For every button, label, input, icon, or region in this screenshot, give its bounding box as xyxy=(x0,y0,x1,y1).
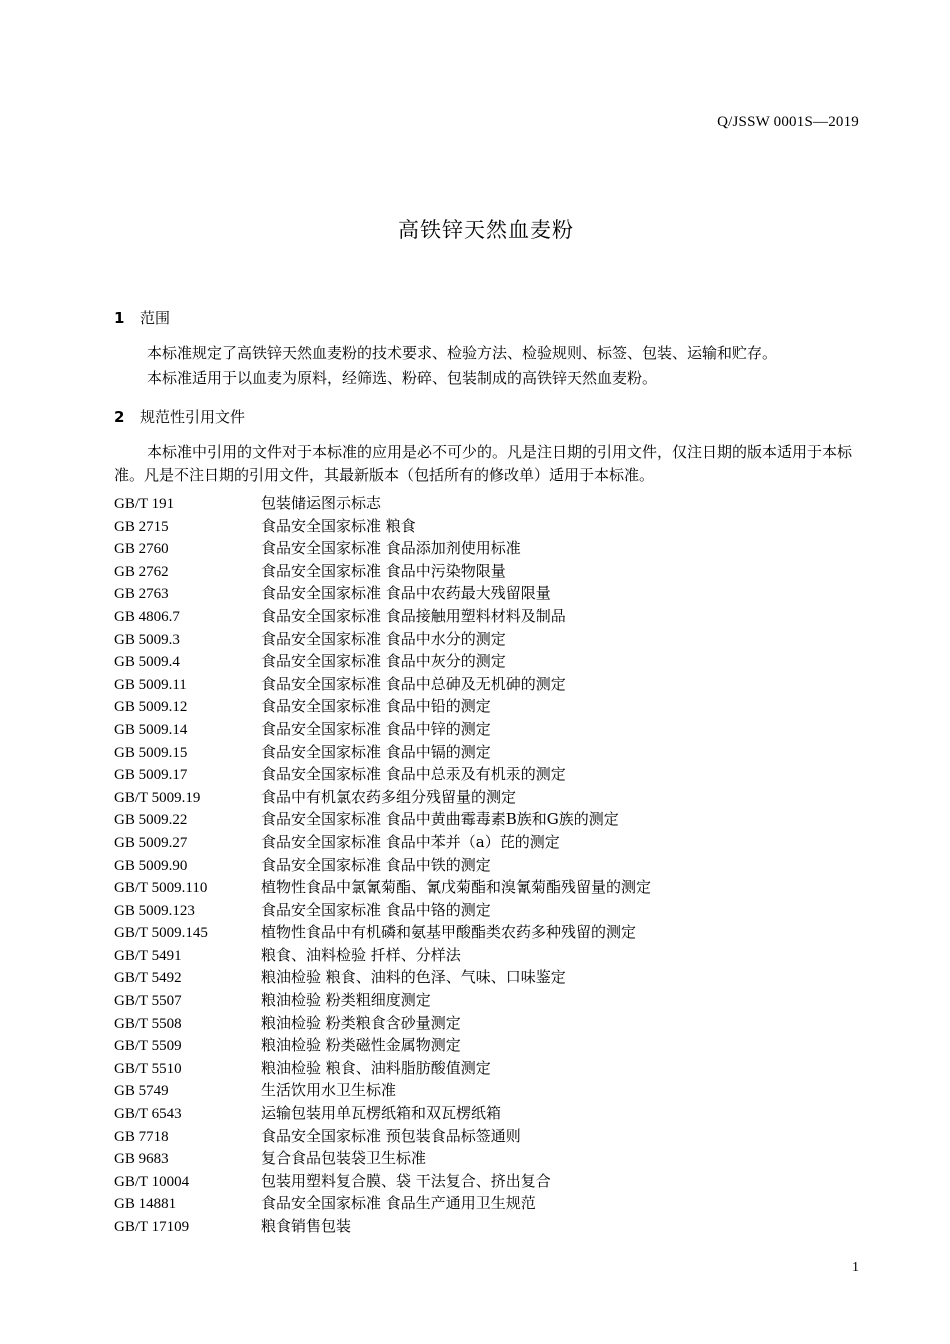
reference-code: GB 2762 xyxy=(114,563,169,580)
reference-item xyxy=(114,1147,862,1170)
reference-title: 粮油检验 粮食、油料脂肪酸值测定 xyxy=(261,1058,491,1077)
reference-item xyxy=(114,831,862,854)
reference-title: 食品安全国家标准 食品中总汞及有机汞的测定 xyxy=(261,765,566,784)
reference-item xyxy=(114,560,862,583)
reference-item xyxy=(114,899,862,922)
reference-code: GB/T 10004 xyxy=(114,1173,190,1190)
reference-item xyxy=(114,515,862,538)
reference-title: 食品安全国家标准 食品生产通用卫生规范 xyxy=(261,1194,536,1213)
reference-item xyxy=(114,492,862,515)
reference-code: GB 5009.22 xyxy=(114,812,188,829)
reference-code: GB/T 5507 xyxy=(114,993,182,1010)
reference-title: 包装储运图示标志 xyxy=(261,494,382,512)
reference-item xyxy=(114,1057,862,1080)
page-number: 1 xyxy=(852,1260,859,1275)
reference-title: 食品安全国家标准 食品中污染物限量 xyxy=(261,561,506,580)
reference-title: 粮食、油料检验 扦样、分样法 xyxy=(261,945,461,964)
reference-title: 食品安全国家标准 粮食 xyxy=(261,516,416,535)
reference-title: 食品安全国家标准 食品中苯并（a）芘的测定 xyxy=(261,832,560,851)
reference-item xyxy=(114,1170,862,1193)
reference-code: GB 5009.123 xyxy=(114,902,195,919)
reference-item xyxy=(114,1192,862,1215)
section-number: 2 xyxy=(114,408,125,426)
reference-code: GB 2763 xyxy=(114,586,169,603)
reference-item xyxy=(114,1034,862,1057)
normative-references-intro: 本标准中引用的文件对于本标准的应用是必不可少的。凡是注日期的引用文件，仅注日期的版本适用于本标准。凡是不注日期的引用文件，其最新版本（包括所有的修改单）适用于本标准。 xyxy=(114,443,853,484)
reference-item xyxy=(114,537,862,560)
reference-title: 食品安全国家标准 食品中总砷及无机砷的测定 xyxy=(261,674,566,693)
reference-code: GB/T 5508 xyxy=(114,1015,182,1032)
reference-title: 食品安全国家标准 食品中铬的测定 xyxy=(261,900,491,919)
reference-code: GB 5009.27 xyxy=(114,834,188,851)
reference-item xyxy=(114,582,862,605)
reference-item xyxy=(114,628,862,651)
reference-title: 包装用塑料复合膜、袋 干法复合、挤出复合 xyxy=(261,1171,551,1190)
reference-title: 食品安全国家标准 食品添加剂使用标准 xyxy=(261,539,521,558)
reference-item xyxy=(114,921,862,944)
reference-title: 食品安全国家标准 食品中铅的测定 xyxy=(261,697,491,716)
reference-code: GB/T 5492 xyxy=(114,970,182,987)
reference-item xyxy=(114,763,862,786)
reference-title: 食品安全国家标准 食品中镉的测定 xyxy=(261,742,491,761)
reference-title: 粮油检验 粉类磁性金属物测定 xyxy=(261,1036,461,1055)
reference-title: 食品安全国家标准 食品中锌的测定 xyxy=(261,719,491,738)
reference-title: 粮油检验 粉类粮食含砂量测定 xyxy=(261,1013,461,1032)
reference-code: GB/T 5009.19 xyxy=(114,789,201,806)
reference-item xyxy=(114,650,862,673)
reference-code: GB 5009.14 xyxy=(114,721,188,738)
reference-list xyxy=(114,492,862,1238)
reference-item xyxy=(114,741,862,764)
reference-code: GB 9683 xyxy=(114,1151,169,1168)
reference-title: 植物性食品中有机磷和氨基甲酸酯类农药多种残留的测定 xyxy=(261,923,637,942)
reference-title: 生活饮用水卫生标准 xyxy=(261,1081,397,1100)
reference-code: GB 2760 xyxy=(114,541,169,558)
standard-code: Q/JSSW 0001S—2019 xyxy=(717,114,859,130)
reference-title: 食品安全国家标准 食品中铁的测定 xyxy=(261,855,491,874)
reference-title: 运输包装用单瓦楞纸箱和双瓦楞纸箱 xyxy=(261,1104,502,1123)
reference-code: GB 5009.15 xyxy=(114,744,188,761)
reference-code: GB 7718 xyxy=(114,1128,169,1145)
reference-item xyxy=(114,854,862,877)
reference-code: GB/T 191 xyxy=(114,496,175,512)
scope-paragraph-2: 本标准适用于以血麦为原料，经筛选、粉碎、包装制成的高铁锌天然血麦粉。 xyxy=(147,369,658,387)
reference-code: GB 5009.4 xyxy=(114,654,180,671)
reference-title: 食品安全国家标准 食品中灰分的测定 xyxy=(261,652,506,671)
section-title: 范围 xyxy=(140,309,171,327)
reference-item xyxy=(114,1215,862,1238)
reference-title: 粮油检验 粉类粗细度测定 xyxy=(261,991,431,1010)
reference-code: GB 5009.11 xyxy=(114,676,187,693)
reference-title: 食品安全国家标准 食品接触用塑料材料及制品 xyxy=(261,606,566,625)
reference-item xyxy=(114,605,862,628)
section-heading-normative-references xyxy=(114,406,245,427)
reference-code: GB/T 5009.145 xyxy=(114,925,208,942)
reference-item xyxy=(114,944,862,967)
reference-code: GB/T 6543 xyxy=(114,1106,182,1123)
reference-title: 粮食销售包装 xyxy=(261,1217,352,1235)
reference-title: 食品安全国家标准 预包装食品标签通则 xyxy=(261,1126,521,1145)
reference-code: GB/T 17109 xyxy=(114,1219,190,1235)
reference-code: GB/T 5509 xyxy=(114,1038,182,1055)
section-title: 规范性引用文件 xyxy=(140,408,246,426)
reference-title: 食品安全国家标准 食品中水分的测定 xyxy=(261,629,506,648)
reference-title: 食品中有机氯农药多组分残留量的测定 xyxy=(261,787,517,806)
reference-title: 植物性食品中氯氰菊酯、氰戊菊酯和溴氰菊酯残留量的测定 xyxy=(261,878,652,897)
reference-item xyxy=(114,989,862,1012)
scope-paragraph-1: 本标准规定了高铁锌天然血麦粉的技术要求、检验方法、检验规则、标签、包装、运输和贮存。 xyxy=(147,344,778,362)
reference-code: GB 5009.17 xyxy=(114,767,188,784)
reference-item xyxy=(114,1012,862,1035)
reference-item xyxy=(114,1079,862,1102)
document-title: 高铁锌天然血麦粉 xyxy=(398,218,574,242)
reference-code: GB/T 5009.110 xyxy=(114,880,208,897)
reference-title: 粮油检验 粮食、油料的色泽、气味、口味鉴定 xyxy=(261,968,566,987)
section-heading-scope xyxy=(114,307,170,328)
reference-code: GB 5009.12 xyxy=(114,699,188,716)
reference-code: GB 2715 xyxy=(114,518,169,535)
reference-item xyxy=(114,673,862,696)
reference-code: GB 14881 xyxy=(114,1196,177,1213)
reference-item xyxy=(114,808,862,831)
reference-item xyxy=(114,1125,862,1148)
reference-item xyxy=(114,695,862,718)
reference-item xyxy=(114,876,862,899)
reference-item xyxy=(114,966,862,989)
reference-code: GB/T 5491 xyxy=(114,947,182,964)
reference-title: 食品安全国家标准 食品中黄曲霉毒素B族和G族的测定 xyxy=(261,810,619,829)
reference-code: GB 5009.90 xyxy=(114,857,188,874)
reference-item xyxy=(114,786,862,809)
reference-code: GB 5009.3 xyxy=(114,631,180,648)
reference-title: 食品安全国家标准 食品中农药最大残留限量 xyxy=(261,584,551,603)
section-number: 1 xyxy=(114,309,125,327)
reference-item xyxy=(114,718,862,741)
reference-title: 复合食品包装袋卫生标准 xyxy=(261,1149,427,1168)
reference-code: GB 5749 xyxy=(114,1083,169,1100)
reference-code: GB 4806.7 xyxy=(114,608,180,625)
reference-item xyxy=(114,1102,862,1125)
reference-code: GB/T 5510 xyxy=(114,1060,182,1077)
